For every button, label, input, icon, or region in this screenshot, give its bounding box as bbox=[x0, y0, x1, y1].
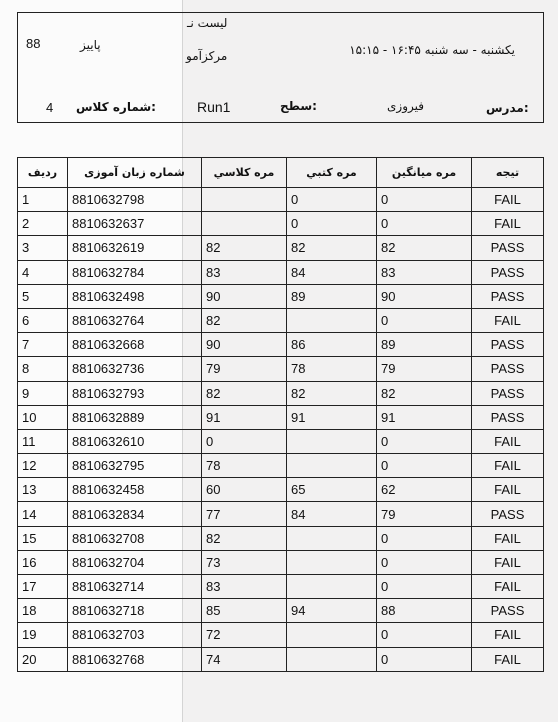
term-name: پاییز bbox=[80, 38, 101, 52]
written-score bbox=[287, 550, 377, 574]
class-score: 78 bbox=[202, 454, 287, 478]
written-score bbox=[287, 575, 377, 599]
class-score: 0 bbox=[202, 429, 287, 453]
row-number: 10 bbox=[18, 405, 68, 429]
level-value: Run1 bbox=[197, 99, 231, 115]
row-number: 14 bbox=[18, 502, 68, 526]
table-body bbox=[18, 188, 544, 672]
result: FAIL bbox=[472, 454, 544, 478]
table-row bbox=[18, 502, 544, 526]
table-row bbox=[18, 212, 544, 236]
average-score: 0 bbox=[377, 454, 472, 478]
result: PASS bbox=[472, 284, 544, 308]
grades-table bbox=[17, 157, 544, 672]
student-id: 8810632784 bbox=[68, 260, 202, 284]
average-score: 0 bbox=[377, 550, 472, 574]
average-score: 0 bbox=[377, 623, 472, 647]
average-score: 79 bbox=[377, 357, 472, 381]
average-score: 62 bbox=[377, 478, 472, 502]
class-score: 82 bbox=[202, 308, 287, 332]
written-score: 89 bbox=[287, 284, 377, 308]
result: FAIL bbox=[472, 526, 544, 550]
table-row bbox=[18, 429, 544, 453]
class-score: 90 bbox=[202, 284, 287, 308]
table-row bbox=[18, 478, 544, 502]
table-row bbox=[18, 526, 544, 550]
written-score bbox=[287, 623, 377, 647]
student-id: 8810632764 bbox=[68, 308, 202, 332]
student-id: 8810632668 bbox=[68, 333, 202, 357]
row-number: 12 bbox=[18, 454, 68, 478]
table-row bbox=[18, 188, 544, 212]
result: PASS bbox=[472, 502, 544, 526]
written-score: 78 bbox=[287, 357, 377, 381]
row-number: 20 bbox=[18, 647, 68, 671]
row-number: 6 bbox=[18, 308, 68, 332]
written-score bbox=[287, 526, 377, 550]
result: PASS bbox=[472, 357, 544, 381]
center-name: مرکزآمو bbox=[186, 49, 228, 63]
table-row bbox=[18, 599, 544, 623]
term-code: 88 bbox=[26, 36, 41, 51]
class-score: 72 bbox=[202, 623, 287, 647]
student-id: 8810632736 bbox=[68, 357, 202, 381]
average-score: 0 bbox=[377, 188, 472, 212]
teacher-name: فیروزی bbox=[387, 99, 424, 113]
table-row bbox=[18, 575, 544, 599]
row-number: 13 bbox=[18, 478, 68, 502]
class-score bbox=[202, 188, 287, 212]
document-title: لیست نـ bbox=[187, 16, 228, 30]
written-score: 84 bbox=[287, 260, 377, 284]
class-score: 83 bbox=[202, 260, 287, 284]
table-row bbox=[18, 236, 544, 260]
row-number: 8 bbox=[18, 357, 68, 381]
result: PASS bbox=[472, 333, 544, 357]
result: PASS bbox=[472, 381, 544, 405]
row-number: 19 bbox=[18, 623, 68, 647]
class-score: 82 bbox=[202, 526, 287, 550]
average-score: 88 bbox=[377, 599, 472, 623]
average-score: 0 bbox=[377, 647, 472, 671]
average-score: 90 bbox=[377, 284, 472, 308]
written-score: 82 bbox=[287, 381, 377, 405]
class-score: 77 bbox=[202, 502, 287, 526]
table-header-row bbox=[18, 158, 544, 188]
result: PASS bbox=[472, 405, 544, 429]
average-score: 91 bbox=[377, 405, 472, 429]
average-score: 82 bbox=[377, 236, 472, 260]
average-score: 79 bbox=[377, 502, 472, 526]
student-id: 8810632834 bbox=[68, 502, 202, 526]
result: FAIL bbox=[472, 647, 544, 671]
average-score: 0 bbox=[377, 575, 472, 599]
written-score bbox=[287, 308, 377, 332]
col-header-student-id: شماره زبان آموزی bbox=[68, 158, 202, 188]
student-id: 8810632714 bbox=[68, 575, 202, 599]
average-score: 0 bbox=[377, 526, 472, 550]
average-score: 83 bbox=[377, 260, 472, 284]
row-number: 3 bbox=[18, 236, 68, 260]
table-row bbox=[18, 260, 544, 284]
result: FAIL bbox=[472, 575, 544, 599]
result: FAIL bbox=[472, 212, 544, 236]
result: PASS bbox=[472, 599, 544, 623]
average-score: 0 bbox=[377, 212, 472, 236]
col-header-average-score: مره میانگین bbox=[377, 158, 472, 188]
student-id: 8810632795 bbox=[68, 454, 202, 478]
class-score: 85 bbox=[202, 599, 287, 623]
row-number: 1 bbox=[18, 188, 68, 212]
written-score: 86 bbox=[287, 333, 377, 357]
class-score: 73 bbox=[202, 550, 287, 574]
row-number: 11 bbox=[18, 429, 68, 453]
student-id: 8810632704 bbox=[68, 550, 202, 574]
class-score: 90 bbox=[202, 333, 287, 357]
row-number: 2 bbox=[18, 212, 68, 236]
written-score: 91 bbox=[287, 405, 377, 429]
student-id: 8810632718 bbox=[68, 599, 202, 623]
table-row bbox=[18, 405, 544, 429]
result: FAIL bbox=[472, 623, 544, 647]
average-score: 0 bbox=[377, 308, 472, 332]
result: PASS bbox=[472, 236, 544, 260]
average-score: 82 bbox=[377, 381, 472, 405]
result: PASS bbox=[472, 260, 544, 284]
row-number: 18 bbox=[18, 599, 68, 623]
row-number: 15 bbox=[18, 526, 68, 550]
row-number: 5 bbox=[18, 284, 68, 308]
row-number: 9 bbox=[18, 381, 68, 405]
result: FAIL bbox=[472, 308, 544, 332]
row-number: 17 bbox=[18, 575, 68, 599]
written-score: 65 bbox=[287, 478, 377, 502]
written-score: 0 bbox=[287, 212, 377, 236]
student-id: 8810632619 bbox=[68, 236, 202, 260]
table-row bbox=[18, 381, 544, 405]
student-id: 8810632889 bbox=[68, 405, 202, 429]
table-row bbox=[18, 647, 544, 671]
row-number: 7 bbox=[18, 333, 68, 357]
written-score bbox=[287, 429, 377, 453]
class-number-value: 4 bbox=[46, 100, 54, 115]
teacher-label: مدرس: bbox=[486, 101, 529, 115]
result: FAIL bbox=[472, 478, 544, 502]
table-row bbox=[18, 454, 544, 478]
written-score: 94 bbox=[287, 599, 377, 623]
table-row bbox=[18, 550, 544, 574]
student-id: 8810632637 bbox=[68, 212, 202, 236]
col-header-result: تیجه bbox=[472, 158, 544, 188]
written-score: 0 bbox=[287, 188, 377, 212]
student-id: 8810632708 bbox=[68, 526, 202, 550]
student-id: 8810632498 bbox=[68, 284, 202, 308]
average-score: 89 bbox=[377, 333, 472, 357]
written-score: 84 bbox=[287, 502, 377, 526]
student-id: 8810632793 bbox=[68, 381, 202, 405]
table-row bbox=[18, 308, 544, 332]
written-score bbox=[287, 647, 377, 671]
col-header-written-score: مره کتبي bbox=[287, 158, 377, 188]
result: FAIL bbox=[472, 429, 544, 453]
table-row bbox=[18, 623, 544, 647]
class-score: 60 bbox=[202, 478, 287, 502]
table-row bbox=[18, 357, 544, 381]
result: FAIL bbox=[472, 188, 544, 212]
level-label: سطح: bbox=[280, 99, 317, 113]
average-score: 0 bbox=[377, 429, 472, 453]
class-score: 91 bbox=[202, 405, 287, 429]
class-score: 82 bbox=[202, 381, 287, 405]
class-score bbox=[202, 212, 287, 236]
written-score bbox=[287, 454, 377, 478]
result: FAIL bbox=[472, 550, 544, 574]
student-id: 8810632458 bbox=[68, 478, 202, 502]
row-number: 16 bbox=[18, 550, 68, 574]
student-id: 8810632798 bbox=[68, 188, 202, 212]
class-score: 74 bbox=[202, 647, 287, 671]
class-score: 83 bbox=[202, 575, 287, 599]
student-id: 8810632610 bbox=[68, 429, 202, 453]
class-score: 79 bbox=[202, 357, 287, 381]
student-id: 8810632703 bbox=[68, 623, 202, 647]
table-row bbox=[18, 333, 544, 357]
table-row bbox=[18, 284, 544, 308]
written-score: 82 bbox=[287, 236, 377, 260]
col-header-class-score: مره کلاسي bbox=[202, 158, 287, 188]
class-schedule: یکشنبه - سه شنبه ۱۶:۴۵ - ۱۵:۱۵ bbox=[349, 43, 515, 57]
class-number-label: شماره کلاس: bbox=[76, 100, 156, 114]
col-header-row-number: ردیف bbox=[18, 158, 68, 188]
row-number: 4 bbox=[18, 260, 68, 284]
student-id: 8810632768 bbox=[68, 647, 202, 671]
class-score: 82 bbox=[202, 236, 287, 260]
